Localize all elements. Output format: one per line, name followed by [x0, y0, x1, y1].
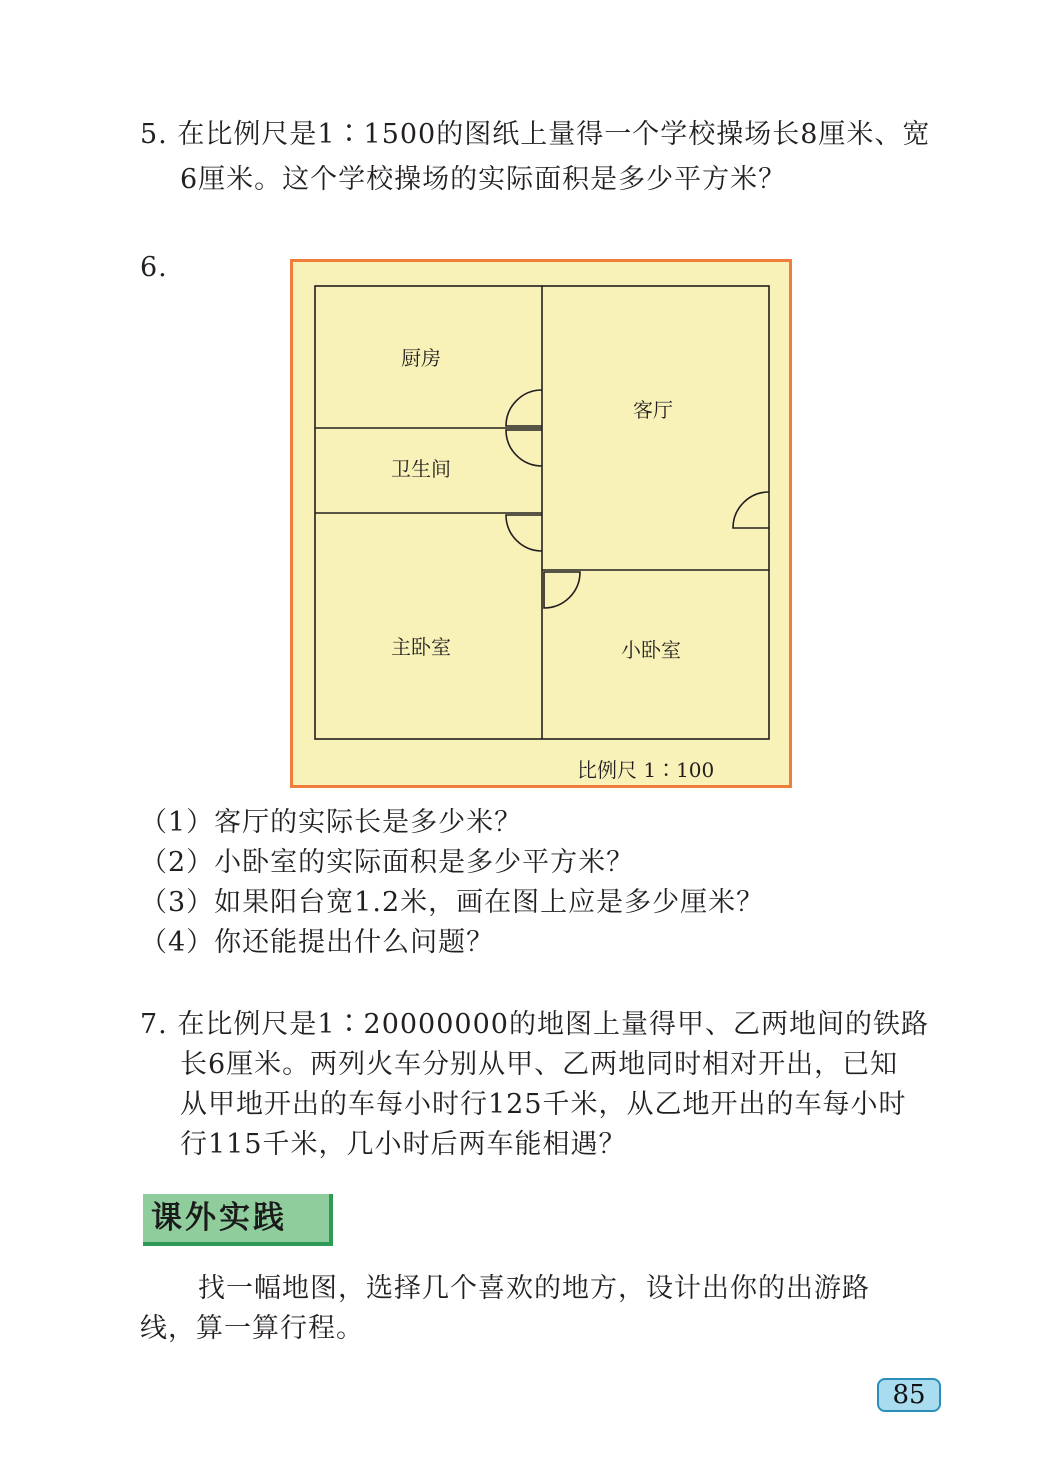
small-bedroom-door — [544, 572, 580, 608]
plan-scale: 比例尺 1∶100 — [577, 758, 715, 782]
living-door — [733, 492, 769, 528]
practice-line2: 线，算一算行程。 — [140, 1313, 364, 1344]
q5-line1: 5. 在比例尺是1∶1500的图纸上量得一个学校操场长8厘米、宽 — [140, 119, 931, 150]
kitchen-door — [506, 390, 542, 426]
q6-number: 6. — [140, 252, 168, 283]
q6-sub-4: （4）你还能提出什么问题？ — [140, 927, 495, 958]
q7-line4: 行115千米，几小时后两车能相遇？ — [180, 1129, 627, 1160]
q6-sub-3: （3）如果阳台宽1.2米，画在图上应是多少厘米？ — [140, 887, 765, 918]
room-master-bedroom: 主卧室 — [391, 635, 451, 659]
q6-sub-2: （2）小卧室的实际面积是多少平方米？ — [140, 847, 635, 878]
room-living: 客厅 — [633, 398, 673, 422]
room-bathroom: 卫生间 — [391, 457, 451, 481]
master-door — [506, 515, 542, 551]
section-header-practice: 课外实践 — [143, 1194, 333, 1246]
floor-plan — [290, 259, 792, 788]
q7-line1: 7. 在比例尺是1∶20000000的地图上量得甲、乙两地间的铁路 — [140, 1009, 929, 1040]
q6-sub-1: （1）客厅的实际长是多少米？ — [140, 807, 523, 838]
practice-line1: 找一幅地图，选择几个喜欢的地方，设计出你的出游路 — [198, 1273, 870, 1304]
page-number: 85 — [877, 1378, 941, 1412]
bathroom-door — [506, 430, 542, 466]
room-small-bedroom: 小卧室 — [621, 638, 681, 662]
floor-plan-drawing — [293, 262, 789, 785]
q7-line3: 从甲地开出的车每小时行125千米，从乙地开出的车每小时 — [180, 1089, 907, 1120]
q7-line2: 长6厘米。两列火车分别从甲、乙两地同时相对开出，已知 — [180, 1049, 899, 1080]
q5-line2: 6厘米。这个学校操场的实际面积是多少平方米？ — [180, 164, 787, 195]
room-kitchen: 厨房 — [401, 346, 441, 370]
